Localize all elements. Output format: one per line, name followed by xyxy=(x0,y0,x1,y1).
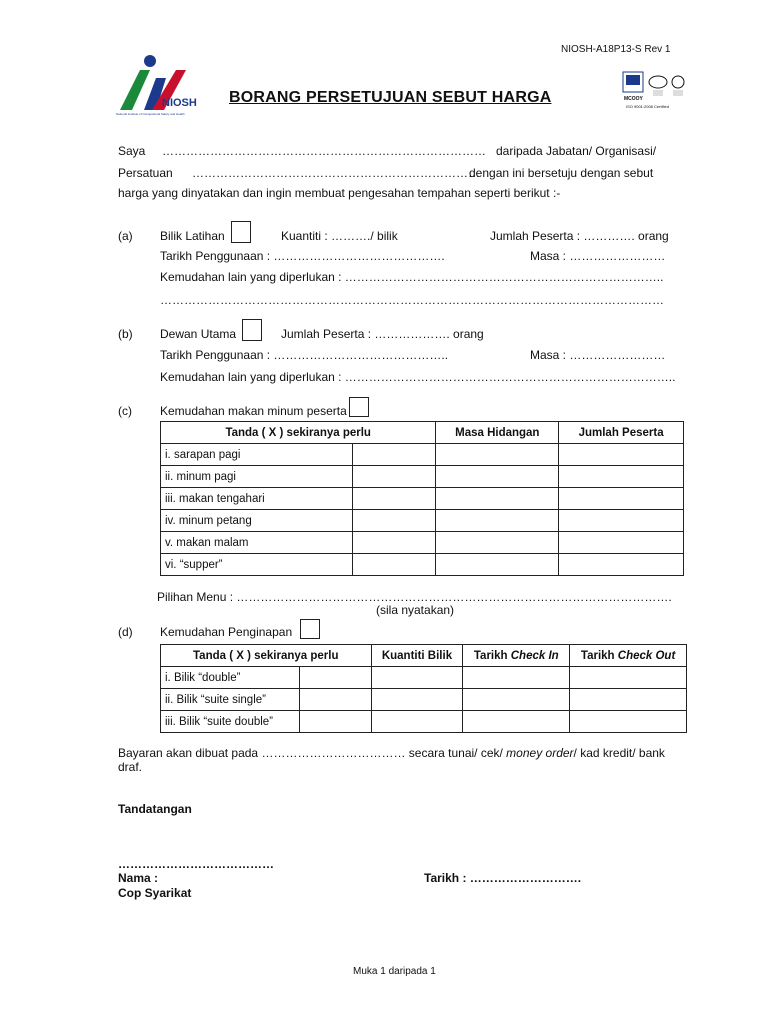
payment-text: Bayaran akan dibuat pada xyxy=(118,746,262,760)
niosh-logo-graphic xyxy=(116,52,210,118)
column-header: Jumlah Peserta xyxy=(559,422,684,444)
header-italic-text: Check Out xyxy=(617,649,676,662)
document-reference: NIOSH-A18P13-S Rev 1 xyxy=(561,44,671,55)
masa-cell[interactable] xyxy=(436,510,559,532)
intro-name-blank[interactable]: ……………………………………………………………………… xyxy=(162,144,486,158)
mark-cell[interactable] xyxy=(352,532,436,554)
header-italic-text: Check In xyxy=(510,649,559,662)
bilik-latihan-kuantiti[interactable]: Kuantiti : ………./ bilik xyxy=(281,229,398,243)
masa-cell[interactable] xyxy=(436,466,559,488)
niosh-logo xyxy=(116,52,210,118)
dewan-utama-checkbox[interactable] xyxy=(242,319,262,341)
check-in-cell[interactable] xyxy=(463,711,570,733)
bilik-latihan-label: Bilik Latihan xyxy=(160,229,225,243)
pilihan-menu-field[interactable]: Pilihan Menu : ………………………………………………………………………………………………. xyxy=(157,590,672,604)
table-header-row xyxy=(161,645,687,667)
check-in-cell[interactable] xyxy=(463,667,570,689)
jumlah-cell[interactable] xyxy=(559,554,684,576)
payment-text-end: / kad kredit/ bank xyxy=(573,746,665,760)
room-label: ii. Bilik “suite single” xyxy=(161,689,300,711)
bilik-latihan-tarikh[interactable]: Tarikh Penggunaan : ……………………………………. xyxy=(160,249,445,263)
table-row xyxy=(161,554,684,576)
penginapan-label: Kemudahan Penginapan xyxy=(160,625,293,639)
jumlah-cell[interactable] xyxy=(559,466,684,488)
signature-heading: Tandatangan xyxy=(118,802,192,816)
kuantiti-cell[interactable] xyxy=(371,667,463,689)
kuantiti-cell[interactable] xyxy=(371,689,463,711)
jumlah-cell[interactable] xyxy=(559,488,684,510)
dewan-utama-label: Dewan Utama xyxy=(160,327,237,341)
intro-line3-text: harga yang dinyatakan dan ingin membuat pengesahan tempahan seperti berikut :- xyxy=(118,186,561,200)
table-row xyxy=(161,510,684,532)
mark-cell[interactable] xyxy=(352,444,436,466)
meal-label: ii. minum pagi xyxy=(161,466,353,488)
page-number: Muka 1 daripada 1 xyxy=(353,966,436,977)
makan-minum-table xyxy=(160,421,684,576)
jumlah-cell[interactable] xyxy=(559,444,684,466)
column-header: Masa Hidangan xyxy=(436,422,559,444)
dewan-utama-jumlah-peserta[interactable]: Jumlah Peserta : ………………. orang xyxy=(281,327,484,341)
column-header xyxy=(463,645,570,667)
makan-minum-checkbox[interactable] xyxy=(349,397,369,417)
jumlah-cell[interactable] xyxy=(559,532,684,554)
table-row xyxy=(161,488,684,510)
header-text: Tarikh xyxy=(580,649,618,662)
bilik-latihan-extra-line[interactable]: ……………………………………………………………………………………………………………… xyxy=(160,293,664,307)
check-out-cell[interactable] xyxy=(570,667,687,689)
dewan-utama-kemudahan[interactable]: Kemudahan lain yang diperlukan : ……………………………………………………………………….. xyxy=(160,370,676,384)
section-b-label: (b) xyxy=(118,327,133,341)
meal-label: iv. minum petang xyxy=(161,510,353,532)
dewan-utama-tarikh[interactable]: Tarikh Penggunaan : …………………………………….. xyxy=(160,348,449,362)
mark-cell[interactable] xyxy=(352,466,436,488)
column-header xyxy=(570,645,687,667)
payment-date-blank[interactable]: ……………………………… xyxy=(261,746,406,760)
jumlah-cell[interactable] xyxy=(559,510,684,532)
mark-cell[interactable] xyxy=(299,711,371,733)
check-out-cell[interactable] xyxy=(570,711,687,733)
room-label: i. Bilik “double” xyxy=(161,667,300,689)
nama-label: Nama : xyxy=(118,871,159,885)
header-text: Tarikh xyxy=(473,649,511,662)
mark-cell[interactable] xyxy=(299,667,371,689)
mark-cell[interactable] xyxy=(299,689,371,711)
mark-cell[interactable] xyxy=(352,510,436,532)
table-row xyxy=(161,711,687,733)
masa-cell[interactable] xyxy=(436,554,559,576)
certification-logos xyxy=(622,70,686,110)
table-row xyxy=(161,466,684,488)
bilik-latihan-masa[interactable]: Masa : …………………… xyxy=(530,249,666,263)
kuantiti-cell[interactable] xyxy=(371,711,463,733)
bilik-latihan-kemudahan[interactable]: Kemudahan lain yang diperlukan : …………………………………………………………………….. xyxy=(160,270,664,284)
table-row xyxy=(161,532,684,554)
table-row xyxy=(161,444,684,466)
column-header: Tanda ( X ) sekiranya perlu xyxy=(161,422,436,444)
masa-cell[interactable] xyxy=(436,488,559,510)
cop-syarikat-label: Cop Syarikat xyxy=(118,886,192,900)
section-d-label: (d) xyxy=(118,625,133,639)
meal-label: i. sarapan pagi xyxy=(161,444,353,466)
payment-money-order: money order xyxy=(506,746,574,760)
tarikh-field[interactable]: Tarikh : ………………………. xyxy=(424,871,582,885)
table-row xyxy=(161,689,687,711)
mark-cell[interactable] xyxy=(352,488,436,510)
bilik-latihan-checkbox[interactable] xyxy=(231,221,251,243)
masa-cell[interactable] xyxy=(436,532,559,554)
meal-label: iii. makan tengahari xyxy=(161,488,353,510)
table-header-row xyxy=(161,422,684,444)
signature-line[interactable]: ………………………………… xyxy=(118,857,274,871)
intro-persatuan-label: Persatuan xyxy=(118,166,173,180)
intro-line1-text: daripada Jabatan/ Organisasi/ xyxy=(496,144,657,158)
column-header: Tanda ( X ) sekiranya perlu xyxy=(161,645,372,667)
mark-cell[interactable] xyxy=(352,554,436,576)
payment-text-methods: secara tunai/ cek/ xyxy=(405,746,507,760)
penginapan-table xyxy=(160,644,687,733)
makan-minum-label: Kemudahan makan minum peserta xyxy=(160,404,347,418)
payment-line xyxy=(118,746,665,760)
logo-wordmark: NIOSH xyxy=(162,97,197,109)
intro-org-blank[interactable]: ……………………………………………………………… xyxy=(192,166,480,180)
check-out-cell[interactable] xyxy=(570,689,687,711)
table-row xyxy=(161,667,687,689)
section-a-label: (a) xyxy=(118,229,133,243)
dewan-utama-masa[interactable]: Masa : …………………… xyxy=(530,348,666,362)
cert-caption: ISO 9001:2008 Certified xyxy=(626,104,669,109)
pilihan-menu-note: (sila nyatakan) xyxy=(376,603,455,617)
certification-badges xyxy=(622,70,686,104)
bilik-latihan-jumlah-peserta[interactable]: Jumlah Peserta : …………. orang xyxy=(490,229,669,243)
cert-logo-label: MCOOY xyxy=(624,96,643,102)
page-title: BORANG PERSETUJUAN SEBUT HARGA xyxy=(229,89,552,106)
room-label: iii. Bilik “suite double” xyxy=(161,711,300,733)
penginapan-checkbox[interactable] xyxy=(300,619,320,639)
column-header: Kuantiti Bilik xyxy=(371,645,463,667)
section-c-label: (c) xyxy=(118,404,132,418)
meal-label: vi. “supper” xyxy=(161,554,353,576)
meal-label: v. makan malam xyxy=(161,532,353,554)
check-in-cell[interactable] xyxy=(463,689,570,711)
intro-line2-text: dengan ini bersetuju dengan sebut xyxy=(469,166,654,180)
intro-saya-label: Saya xyxy=(118,144,146,158)
logo-subtext: National Institute of Occupational Safety and Health xyxy=(116,112,185,116)
masa-cell[interactable] xyxy=(436,444,559,466)
payment-line2: draf. xyxy=(118,760,143,774)
